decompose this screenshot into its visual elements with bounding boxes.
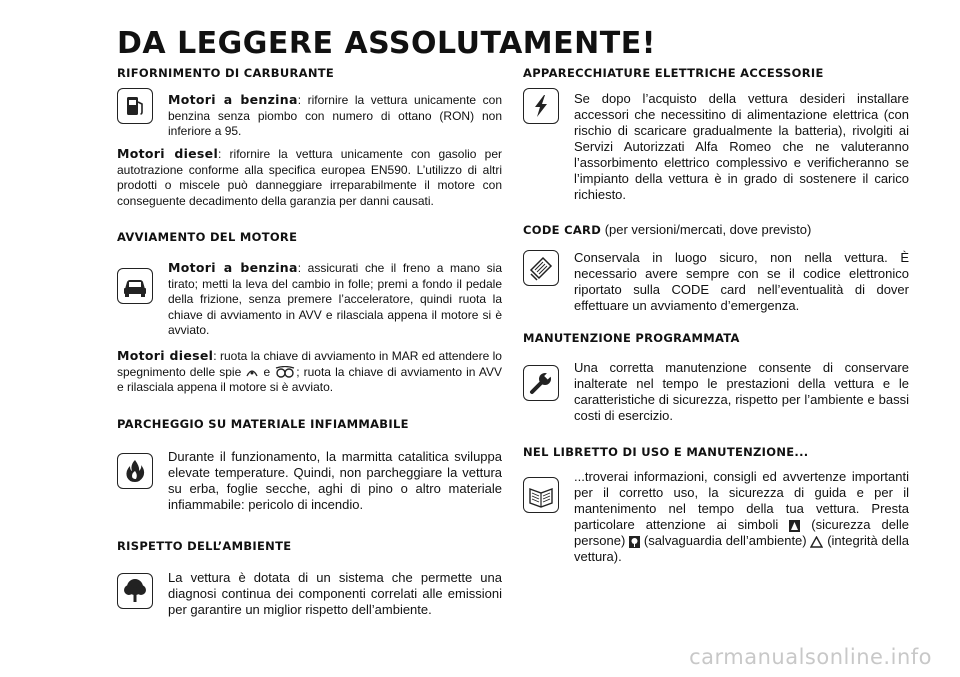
glow-plugs-icon [274,366,296,378]
fuel-diesel-text: Motori diesel: rifornire la vettura unicamente con gasolio per autotrazione conforme alla specifica europea EN590. L’utilizzo di altri prodotti o miscele può danneggiare irreparabilmente il motore con conseguente decadimento della garanzia per danni causati. [117,146,502,208]
tree-icon [117,573,153,609]
fuel-section [117,66,502,208]
vehicle-integrity-symbol-icon [810,536,823,548]
booklet-text: ...troverai informazioni, consigli ed avvertenze importanti per il corretto uso, la sicurezza di guida e per il mantenimento nel tempo della tua vettura. Presta particolare attenzione ai simboli (sicurezza delle persone) (salvaguardia dell’ambiente) (integrità della vettura). [574,469,909,564]
electrical-text: Se dopo l’acquisto della vettura desideri installare accessori che necessitino di alimentazione elettrica (con rischio di scaricare gradualmente la batteria), rivolgiti ai Servizi Autorizzati Alfa Romeo che ne valuteranno l’assorbimento elettrico complessivo e verificheranno se l’impianto della vettura è in grado di sostenere il carico richiesto. [574,91,909,202]
book-icon [523,477,559,513]
maintenance-section [523,331,909,423]
start-heading: AVVIAMENTO DEL MOTORE [117,230,298,244]
codecard-heading-line [523,222,909,237]
start-diesel-label: Motori diesel [117,348,214,363]
environment-symbol-icon [629,536,640,548]
maintenance-heading: MANUTENZIONE PROGRAMMATA [523,331,740,345]
booklet-section [523,445,909,564]
electrical-heading: APPARECCHIATURE ELETTRICHE ACCESSORIE [523,66,824,80]
lightning-icon [523,88,559,124]
environment-heading: RISPETTO DELL’AMBIENTE [117,539,292,553]
page-title: DA LEGGERE ASSOLUTAMENTE! [117,26,656,61]
fuel-diesel-label: Motori diesel [117,146,219,161]
codecard-subheading: (per versioni/mercati, dove previsto) [604,222,812,237]
electrical-section [523,66,909,202]
watermark: carmanualsonline.info [689,645,932,669]
start-petrol-label: Motori a benzina [168,260,298,275]
parking-heading: PARCHEGGIO SU MATERIALE INFIAMMABILE [117,417,409,431]
flame-icon [117,453,153,489]
environment-text: La vettura è dotata di un sistema che permette una diagnosi continua dei componenti correlati alle emissioni per garantire un miglior rispetto dell’ambiente. [168,570,502,617]
parking-text: Durante il funzionamento, la marmitta catalitica sviluppa elevate temperature. Quindi, non parcheggiare la vettura su erba, foglie secche, aghi di pino o altro materiale infiammabile: pericolo di incendio. [168,449,502,512]
fuel-petrol-label: Motori a benzina [168,92,298,107]
parking-section [117,417,502,512]
start-section [117,230,503,394]
codecard-heading: CODE CARD [523,223,602,237]
start-petrol-text: Motori a benzina: assicurati che il freno a mano sia tirato; metti la leva del cambio in folle; premi a fondo il pedale della frizione, senza premere l’acceleratore, quindi ruota la chiave di avviamento in AVV e rilasciala appena il motore si è avviato. [168,260,502,337]
fuel-heading: RIFORNIMENTO DI CARBURANTE [117,66,335,80]
glow-plug-warning-icon [245,366,259,378]
codecard-text: Conservala in luogo sicuro, non nella vettura. È necessario avere sempre con se il codice elettronico riportato sulla CODE card nell’eventualità di dover effettuare un avviamento d’emergenza. [574,250,909,313]
maintenance-text: Una corretta manutenzione consente di conservare inalterate nel tempo le prestazioni della vettura e le caratteristiche di sicurezza, rispetto per l’ambiente e bassi costi di esercizio. [574,360,909,423]
fuel-pump-icon [117,88,153,124]
car-icon [117,268,153,304]
code-card-icon [523,250,559,286]
booklet-heading: NEL LIBRETTO DI USO E MANUTENZIONE... [523,445,809,459]
fuel-petrol-text: Motori a benzina: rifornire la vettura unicamente con benzina senza piombo con numero di ottano (RON) non inferiore a 95. [168,92,502,138]
people-safety-symbol-icon [789,520,800,532]
wrench-icon [523,365,559,401]
codecard-section [523,222,909,313]
environment-section [117,539,502,617]
start-diesel-text: Motori diesel: ruota la chiave di avviamento in MAR ed attendere lo spegnimento delle spie e ; ruota la chiave di avviamento in AVV e rilasciala appena il motore si è avviato. [117,348,503,394]
